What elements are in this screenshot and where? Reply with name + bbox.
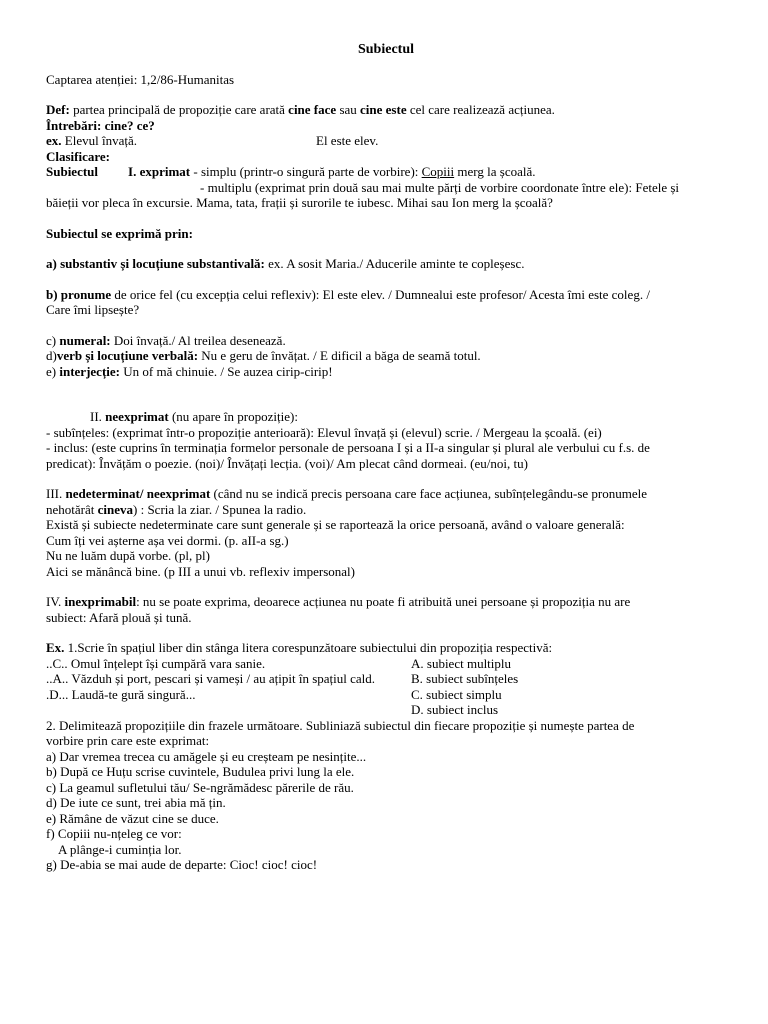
se-exprima-heading: Subiectul se exprimă prin:: [46, 225, 193, 241]
item-b: b) pronume de orice fel (cu excepția celui reflexiv): El este elev. / Dumnealui este profesor/ Acesta îmi este coleg. /: [46, 286, 650, 302]
item-e: e) interjecție: Un of mă chinuie. / Se auzea cirip-cirip!: [46, 363, 333, 379]
def-label: Def:: [46, 102, 70, 117]
item-c: c) numeral: Doi învață./ Al treilea desenează.: [46, 332, 286, 348]
exercise-item: d) De iute ce sunt, trei abia mă țin.: [46, 795, 226, 810]
document-body: [46, 42, 726, 873]
neexprimat-heading: II. neexprimat (nu apare în propoziție):: [90, 409, 298, 424]
exercise-2-intro: 2. Delimitează propozițiile din frazele următoare. Subliniază subiectul din fiecare propoziție și numește partea de: [46, 717, 635, 733]
item-a: a) substantiv și locuțiune substantivală: ex. A sosit Maria./ Aducerile aminte te copleșesc.: [46, 256, 525, 271]
exercise-item: e) Rămâne de văzut cine se duce.: [46, 810, 219, 826]
exercise-item: c) La geamul sufletului tău/ Se-ngrămădesc părerile de rău.: [46, 779, 354, 795]
inexprimabil-line: IV. inexprimabil: nu se poate exprima, deoarece acțiunea nu poate fi atribuită unei persoane și propoziția nu are: [46, 594, 631, 609]
nedeterminat-heading: III. nedeterminat/ neexprimat (când nu se indică precis persoana care face acțiunea, subînțelegându-se pronumele: [46, 486, 648, 501]
multiplu-line-2: băieții vor pleca în excursie. Mama, tata, frații și surorile te iubesc. Mihai sau Ion merg la școală?: [46, 195, 553, 210]
definition-line: Def: partea principală de propoziție care arată cine face sau cine este cel care realizează acțiunea.: [46, 102, 555, 117]
exercise-2-intro-cont: vorbire prin care este exprimat:: [46, 733, 210, 748]
classification-heading: Clasificare:: [46, 148, 111, 164]
exercise-row: .D... Laudă-te gură singură... C. subiect simplu: [46, 686, 502, 702]
exercise-1-intro: Ex. 1.Scrie în spațiul liber din stânga litera corespunzătoare subiectului din propoziția respectivă:: [46, 640, 553, 655]
inexprimabil-line-2: subiect: Afară plouă și tună.: [46, 609, 192, 625]
exercise-item: g) De-abia se mai aude de departe: Cioc! cioc! cioc!: [46, 857, 318, 872]
inclus-line: - inclus: (este cuprins în terminația formelor personale de persoana I și a II-a singular și plural ale verbului cu f.s. de: [46, 440, 650, 455]
nedeterminat-line-5: Nu ne luăm după vorbe. (pl, pl): [46, 548, 210, 563]
exercise-item: b) După ce Huțu scrise cuvintele, Budulea privi lung la ele.: [46, 764, 355, 779]
captarea-line: Captarea atenției: 1,2/86-Humanitas: [46, 71, 235, 87]
nedeterminat-line-3: Există și subiecte nedeterminate care sunt generale și se raportează la orice persoană, având o valoare generală:: [46, 517, 625, 532]
inclus-line-2: predicat): Învățăm o poezie. (noi)/ Învățați lecția. (voi)/ Am plecat când dormeai. (eu/noi, tu): [46, 455, 528, 471]
page-title: Subiectul: [357, 42, 414, 57]
exercise-row: ..A.. Văzduh și port, pescari și vameși / au ațipit în spațiul cald. B. subiect subînțeles: [46, 671, 519, 686]
questions-line: Întrebări: cine? ce?: [46, 117, 155, 133]
subinteles-line: - subînțeles: (exprimat într-o propoziție anterioară): Elevul învață și (elevul) scrie. / Mergeau la școală. (ei): [46, 424, 602, 440]
example-line: ex. Elevul învață. El este elev.: [46, 133, 379, 148]
item-d: d)verb și locuțiune verbală: Nu e geru de învățat. / E dificil a băga de seamă totul.: [46, 348, 481, 363]
exercise-item: a) Dar vremea trecea cu amăgele și eu creșteam pe nesințite...: [46, 748, 367, 764]
exercise-row: D. subiect inclus: [411, 702, 499, 717]
exercise-item: f) Copiii nu-nțeleg ce vor:: [46, 826, 182, 841]
multiplu-line: - multiplu (exprimat prin două sau mai multe părți de vorbire coordonate între ele): Fetele și: [200, 179, 680, 195]
exercise-item: A plânge-i cuminția lor.: [58, 841, 182, 857]
item-b-cont: Care îmi lipsește?: [46, 302, 140, 317]
exercise-row: ..C.. Omul înțelept își cumpără vara sanie. A. subiect multiplu: [46, 655, 512, 671]
exprimat-line: Subiectul I. exprimat - simplu (printr-o singură parte de vorbire): Copiii merg la școală.: [46, 164, 536, 179]
nedeterminat-line-4: Cum îți vei așterne așa vei dormi. (p. aII-a sg.): [46, 532, 289, 548]
nedeterminat-line-6: Aici se mănâncă bine. (p III a unui vb. reflexiv impersonal): [46, 563, 355, 579]
nedeterminat-line-2: nehotărât cineva) : Scria la ziar. / Spunea la radio.: [46, 501, 307, 517]
